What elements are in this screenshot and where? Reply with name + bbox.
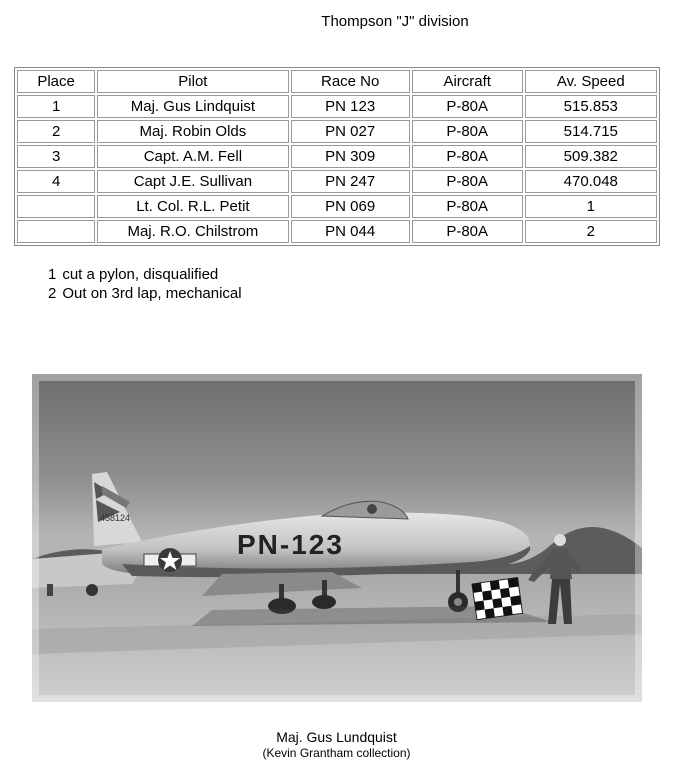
cell-pilot: Maj. Gus Lindquist	[97, 95, 288, 118]
table-header-row	[17, 70, 657, 93]
cell-place: 2	[17, 120, 95, 143]
cell-pilot: Maj. R.O. Chilstrom	[97, 220, 288, 243]
cell-race-no: PN 247	[291, 170, 410, 193]
cell-av-speed: 2	[525, 220, 657, 243]
table-row	[17, 220, 657, 243]
cell-place	[17, 220, 95, 243]
cell-race-no: PN 309	[291, 145, 410, 168]
cell-place	[17, 195, 95, 218]
aircraft-photo	[32, 374, 642, 702]
cell-pilot: Maj. Robin Olds	[97, 120, 288, 143]
cell-pilot: Capt. A.M. Fell	[97, 145, 288, 168]
cell-aircraft: P-80A	[412, 145, 523, 168]
cell-race-no: PN 069	[291, 195, 410, 218]
cell-race-no: PN 123	[291, 95, 410, 118]
footnote-text: Out on 3rd lap, mechanical	[62, 285, 242, 302]
cell-aircraft: P-80A	[412, 220, 523, 243]
cell-av-speed: 515.853	[525, 95, 657, 118]
cell-av-speed: 470.048	[525, 170, 657, 193]
footnote	[48, 284, 242, 303]
footnote-number: 2	[48, 285, 57, 302]
cell-place: 1	[17, 95, 95, 118]
cell-race-no: PN 044	[291, 220, 410, 243]
cell-pilot: Capt J.E. Sullivan	[97, 170, 288, 193]
cell-av-speed: 514.715	[525, 120, 657, 143]
header-pilot: Pilot	[97, 70, 288, 93]
footnote-number: 1	[48, 266, 57, 283]
cell-aircraft: P-80A	[412, 195, 523, 218]
header-av-speed: Av. Speed	[525, 70, 657, 93]
cell-place: 3	[17, 145, 95, 168]
cell-place: 4	[17, 170, 95, 193]
cell-pilot: Lt. Col. R.L. Petit	[97, 195, 288, 218]
header-race-no: Race No	[291, 70, 410, 93]
table-row	[17, 95, 657, 118]
photo-caption: Maj. Gus Lundquist	[276, 729, 397, 745]
footnote	[48, 265, 242, 284]
cell-av-speed: 509.382	[525, 145, 657, 168]
cell-av-speed: 1	[525, 195, 657, 218]
cell-aircraft: P-80A	[412, 95, 523, 118]
header-aircraft: Aircraft	[412, 70, 523, 93]
cell-aircraft: P-80A	[412, 120, 523, 143]
results-table	[14, 67, 660, 246]
cell-race-no: PN 027	[291, 120, 410, 143]
tail-marking: 458124	[100, 513, 131, 523]
photo-credit: (Kevin Grantham collection)	[262, 746, 411, 760]
checkered-flag	[472, 578, 523, 620]
page-title: Thompson "J" division	[321, 13, 469, 30]
footnote-text: cut a pylon, disqualified	[62, 266, 219, 283]
cell-aircraft: P-80A	[412, 170, 523, 193]
header-place: Place	[17, 70, 95, 93]
footnotes	[48, 265, 242, 303]
fuselage-marking: PN-123	[237, 529, 344, 560]
table-row	[17, 195, 657, 218]
table-row	[17, 120, 657, 143]
table-row	[17, 145, 657, 168]
table-row	[17, 170, 657, 193]
